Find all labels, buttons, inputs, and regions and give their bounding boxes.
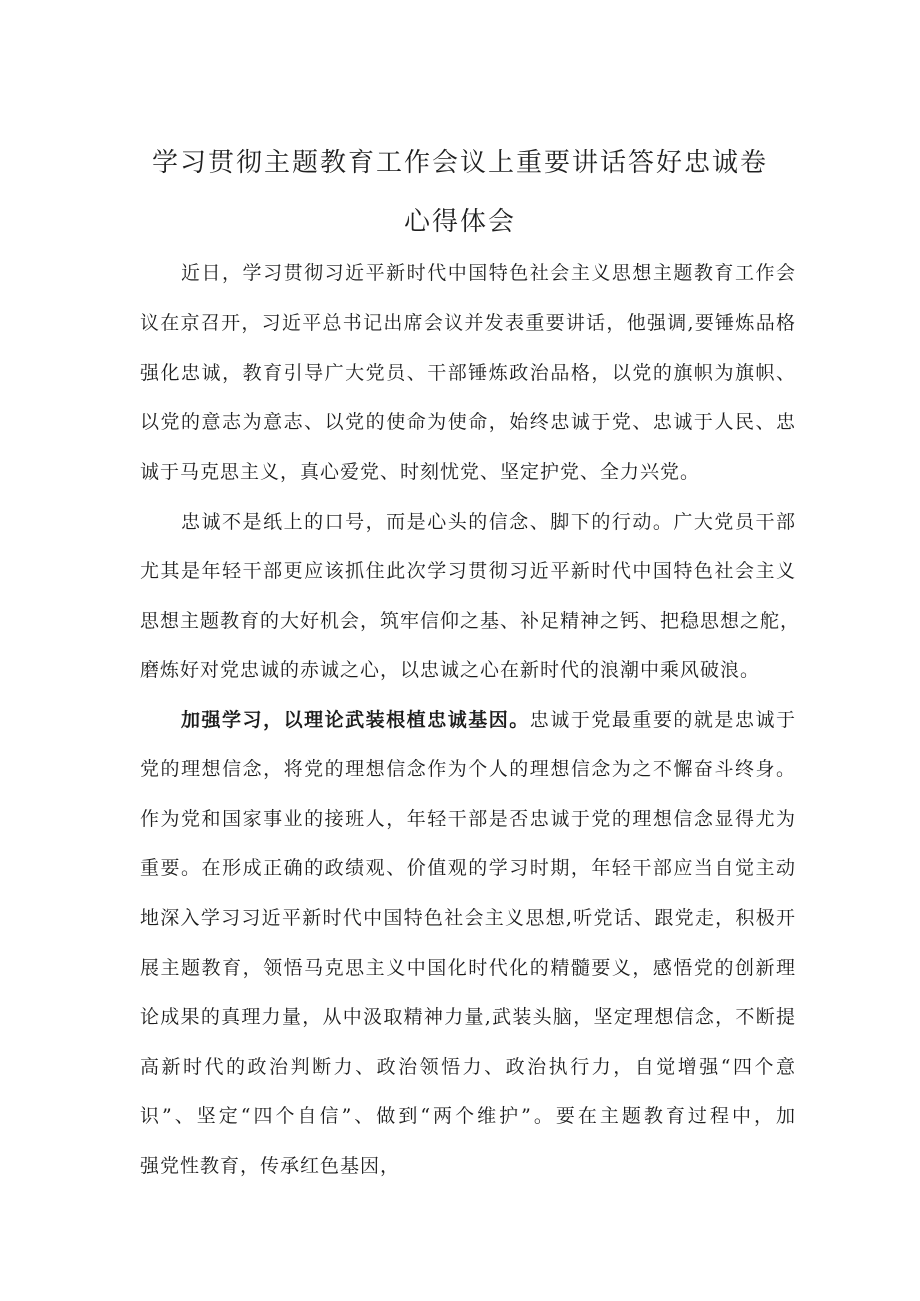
paragraph-3-line: 作为党和国家事业的接班人，年轻干部是否忠诚于党的理想信念显得尤为 [140,808,796,830]
paragraph-3-first-line [181,702,796,739]
paragraph-3-line: 重要。在形成正确的政绩观、价值观的学习时期，年轻干部应当自觉主动 [140,857,796,879]
paragraph-3-line: 党的理想信念，将党的理想信念作为个人的理想信念为之不懈奋斗终身。 [140,758,796,780]
paragraph-3-line: 展主题教育，领悟马克思主义中国化时代化的精髓要义，感悟党的创新理 [140,957,796,979]
paragraph-3-line: 地深入学习习近平新时代中国特色社会主义思想,听党话、跟党走，积极开 [140,907,796,929]
document-title-line-2: 心得体会 [403,207,516,237]
paragraph-3-heading: 加强学习，以理论武装根植忠诚基因。 [181,709,530,731]
paragraph-2-line: 尤其是年轻干部更应该抓住此次学习贯彻习近平新时代中国特色社会主义 [140,560,796,582]
paragraph-1-line: 强化忠诚，教育引导广大党员、干部锤炼政治品格，以党的旗帜为旗帜、 [140,362,796,384]
paragraph-1-line: 近日，学习贯彻习近平新时代中国特色社会主义思想主题教育工作会 [181,262,796,284]
paragraph-3-line: 识”、坚定“四个自信”、做到“两个维护”。要在主题教育过程中，加 [140,1105,796,1127]
paragraph-2-line: 忠诚不是纸上的口号，而是心头的信念、脚下的行动。广大党员干部 [181,511,796,533]
paragraph-3-line: 论成果的真理力量，从中汲取精神力量,武装头脑，坚定理想信念，不断提 [140,1006,796,1028]
paragraph-1-line: 以党的意志为意志、以党的使命为使命，始终忠诚于党、忠诚于人民、忠 [140,411,796,433]
paragraph-3-line: 强党性教育，传承红色基因， [140,1155,401,1177]
paragraph-3-first-line-text: 忠诚于党最重要的就是忠诚于 [529,709,796,731]
paragraph-3-line: 高新时代的政治判断力、政治领悟力、政治执行力，自觉增强“四个意 [140,1056,796,1078]
paragraph-2-line: 思想主题教育的大好机会，筑牢信仰之基、补足精神之钙、把稳思想之舵， [140,610,801,632]
paragraph-1-line: 诚于马克思主义，真心爱党、时刻忧党、坚定护党、全力兴党。 [140,461,701,483]
paragraph-2-line: 磨炼好对党忠诚的赤诚之心，以忠诚之心在新时代的浪潮中乘风破浪。 [140,659,761,681]
document-title-line-1: 学习贯彻主题教育工作会议上重要讲话答好忠诚卷 [151,148,768,178]
paragraph-1-line: 议在京召开，习近平总书记出席会议并发表重要讲话，他强调,要锤炼品格 [140,312,796,334]
